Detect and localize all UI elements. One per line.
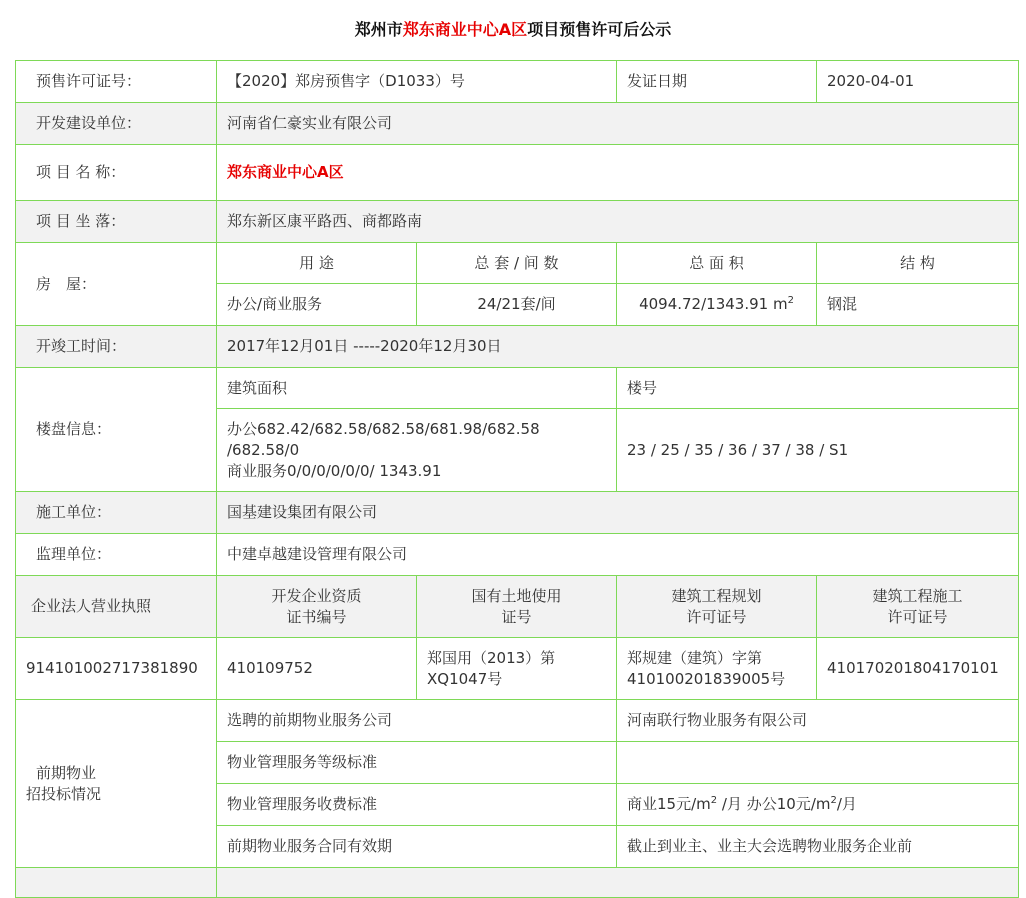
housing-area: [617, 284, 817, 326]
permit-row: [16, 61, 1019, 103]
housing-area-value: 4094.72/1343.91 m: [639, 295, 788, 313]
property-fee-label: 物业管理服务收费标准: [217, 784, 617, 826]
construction-label: 施工单位：: [16, 492, 217, 534]
title-suffix: 项目预售许可后公示: [527, 20, 672, 39]
property-fee-sup-2: 2: [830, 795, 837, 806]
housing-header-use: 用 途: [217, 243, 417, 284]
land-use-header-line-2: 证号: [501, 607, 532, 626]
housing-structure: 钢混: [817, 284, 1019, 326]
permit-label: 预售许可证号：: [16, 61, 217, 103]
supervision-value: 中建卓越建设管理有限公司: [217, 534, 1019, 576]
buildings-area-line-2: /682.58/0: [227, 440, 300, 459]
qualification-header: [217, 576, 417, 638]
construction-value: 国基建设集团有限公司: [217, 492, 1019, 534]
construction-permit-header-line-2: 许可证号: [887, 607, 948, 626]
construction-permit-header: [817, 576, 1019, 638]
property-level-value: [617, 742, 1019, 784]
housing-header-row: [16, 243, 1019, 284]
issue-date-label: 发证日期: [617, 61, 817, 103]
buildings-numbers: 23 / 25 / 35 / 36 / 37 / 38 / S1: [617, 409, 1019, 492]
buildings-header-row: [16, 368, 1019, 409]
planning-permit-number-line-2: 410100201839005号: [627, 669, 786, 688]
location-label: 项 目 坐 落：: [16, 201, 217, 243]
property-term-label: 前期物业服务合同有效期: [217, 826, 617, 868]
developer-value: 河南省仁豪实业有限公司: [217, 103, 1019, 145]
qualification-header-line-1: 开发企业资质: [271, 586, 362, 605]
project-name-label: 项 目 名 称：: [16, 145, 217, 201]
supervision-row: [16, 534, 1019, 576]
location-value: 郑东新区康平路西、商都路南: [217, 201, 1019, 243]
supervision-label: 监理单位：: [16, 534, 217, 576]
developer-row: [16, 103, 1019, 145]
schedule-label: 开竣工时间：: [16, 326, 217, 368]
buildings-area-line-3: 商业服务0/0/0/0/0/0/ 1343.91: [227, 461, 442, 480]
housing-label: 房 屋：: [16, 243, 217, 326]
property-company-row: [16, 700, 1019, 742]
buildings-area-header: 建筑面积: [217, 368, 617, 409]
license-value-row: [16, 638, 1019, 700]
planning-permit-header: [617, 576, 817, 638]
next-row-partial: [16, 868, 1019, 898]
property-company-value: 河南联行物业服务有限公司: [617, 700, 1019, 742]
property-term-value: 截止到业主、业主大会选聘物业服务企业前: [617, 826, 1019, 868]
land-use-number: [417, 638, 617, 700]
property-label-line-2: 招投标情况: [26, 784, 102, 803]
property-label: [16, 700, 217, 868]
buildings-label: 楼盘信息：: [16, 368, 217, 492]
buildings-number-header: 楼号: [617, 368, 1019, 409]
business-license-number: 914101002717381890: [16, 638, 217, 700]
developer-label: 开发建设单位：: [16, 103, 217, 145]
construction-permit-header-line-1: 建筑工程施工: [872, 586, 963, 605]
presale-info-table: [15, 60, 1019, 898]
permit-value: 【2020】郑房预售字（D1033）号: [217, 61, 617, 103]
housing-header-units: 总 套 / 间 数: [417, 243, 617, 284]
construction-row: [16, 492, 1019, 534]
schedule-row: [16, 326, 1019, 368]
property-fee-value: [617, 784, 1019, 826]
buildings-area-line-1: 办公682.42/682.58/682.58/681.98/682.58: [227, 419, 540, 438]
land-use-number-line-1: 郑国用（2013）第: [427, 648, 556, 667]
property-label-line-1: 前期物业: [36, 763, 97, 782]
planning-permit-header-line-2: 许可证号: [686, 607, 747, 626]
housing-use: 办公/商业服务: [217, 284, 417, 326]
qualification-header-line-2: 证书编号: [286, 607, 347, 626]
housing-header-structure: 结 构: [817, 243, 1019, 284]
planning-permit-number-line-1: 郑规建（建筑）字第: [627, 648, 763, 667]
license-header-row: [16, 576, 1019, 638]
land-use-header-line-1: 国有土地使用: [471, 586, 562, 605]
property-fee-sup-1: 2: [710, 795, 718, 806]
property-fee-part-3: /月: [836, 795, 857, 813]
property-fee-part-1: 商业15元/m: [627, 795, 711, 813]
title-city: 郑州市: [354, 20, 403, 39]
project-name-row: [16, 145, 1019, 201]
business-license-header: 企业法人营业执照: [16, 576, 217, 638]
project-name-value: 郑东商业中心A区: [217, 145, 1019, 201]
page-title: [0, 17, 1026, 40]
buildings-area-values: [217, 409, 617, 492]
land-use-header: [417, 576, 617, 638]
property-fee-part-2: /月 办公10元/m: [717, 795, 831, 813]
housing-area-unit-sup: 2: [787, 295, 794, 306]
housing-units: 24/21套/间: [417, 284, 617, 326]
schedule-value: 2017年12月01日 -----2020年12月30日: [217, 326, 1019, 368]
property-level-label: 物业管理服务等级标准: [217, 742, 617, 784]
land-use-number-line-2: XQ1047号: [427, 669, 503, 688]
issue-date-value: 2020-04-01: [817, 61, 1019, 103]
housing-header-area: 总 面 积: [617, 243, 817, 284]
planning-permit-header-line-1: 建筑工程规划: [671, 586, 762, 605]
qualification-number: 410109752: [217, 638, 417, 700]
planning-permit-number: [617, 638, 817, 700]
title-project: 郑东商业中心A区: [402, 20, 528, 39]
construction-permit-number: 410170201804170101: [817, 638, 1019, 700]
property-company-label: 选聘的前期物业服务公司: [217, 700, 617, 742]
location-row: [16, 201, 1019, 243]
